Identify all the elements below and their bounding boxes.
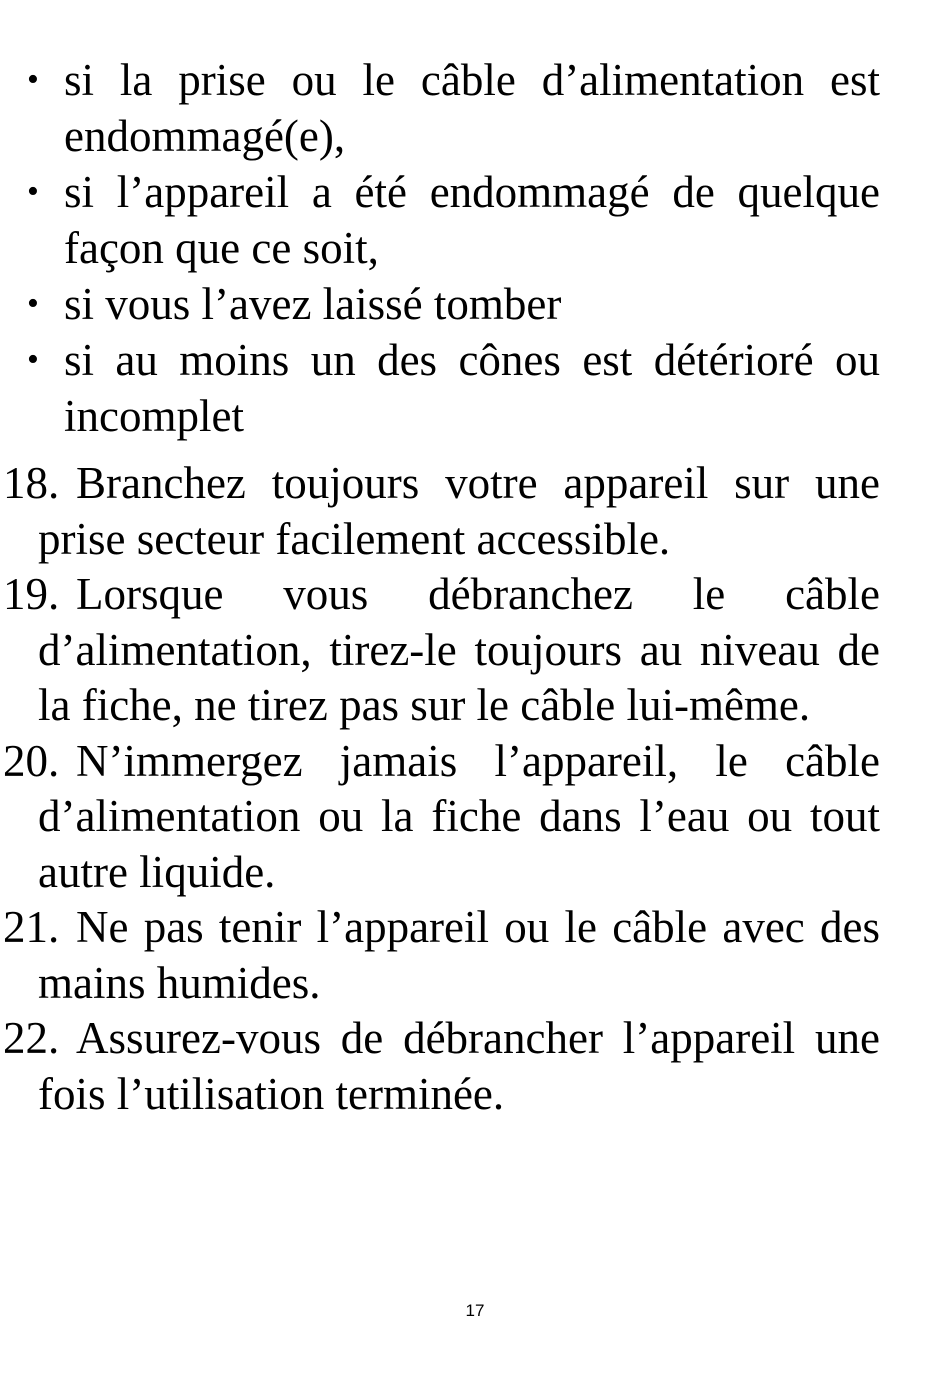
item-text: N’immergez jamais l’appareil, le câble d’alimentation ou la fiche dans l’eau ou tout autre liquide.	[38, 735, 880, 897]
bullet-icon: •	[27, 173, 39, 210]
bullet-item	[0, 164, 950, 276]
numbered-list	[0, 456, 950, 1122]
numbered-item	[0, 456, 950, 567]
bullet-icon: •	[27, 285, 39, 322]
item-text: Branchez toujours votre appareil sur une prise secteur facilement accessible.	[38, 458, 880, 564]
page-number: 17	[465, 1301, 485, 1320]
item-number: 18.	[3, 458, 60, 508]
bullet-text: si au moins un des cônes est détérioré ou incomplet	[64, 335, 880, 441]
bullet-text: si vous l’avez laissé tomber	[64, 279, 562, 329]
bullet-list	[0, 52, 950, 444]
bullet-item	[0, 276, 950, 332]
item-number: 22.	[3, 1013, 60, 1063]
bullet-text: si la prise ou le câble d’alimentation est endommagé(e),	[64, 55, 880, 161]
numbered-item	[0, 900, 950, 1011]
item-number: 19.	[3, 569, 60, 619]
item-text: Assurez-vous de débrancher l’appareil une fois l’utilisation terminée.	[38, 1013, 880, 1119]
bullet-icon: •	[27, 341, 39, 378]
numbered-item	[0, 1011, 950, 1122]
item-text: Ne pas tenir l’appareil ou le câble avec des mains humides.	[38, 902, 880, 1008]
bullet-item	[0, 52, 950, 164]
bullet-text: si l’appareil a été endommagé de quelque façon que ce soit,	[64, 167, 880, 273]
bullet-icon: •	[27, 61, 39, 98]
item-number: 20.	[3, 735, 60, 786]
item-number: 21.	[3, 902, 60, 952]
bullet-item	[0, 332, 950, 444]
numbered-item	[0, 734, 950, 901]
numbered-item	[0, 567, 950, 734]
item-text: Lorsque vous débranchez le câble d’alimentation, tirez-le toujours au niveau de la fiche, ne tirez pas sur le câble lui-même.	[38, 569, 880, 730]
